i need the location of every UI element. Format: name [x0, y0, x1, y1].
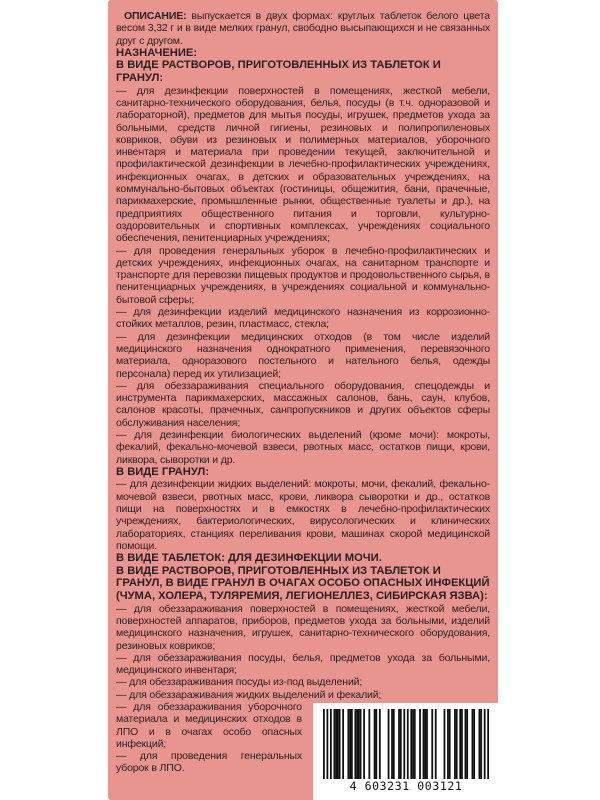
barcode-bar [414, 709, 416, 779]
barcode-bar [461, 709, 463, 779]
section4-item: — для обеззараживания поверхностей в помещениях, жесткой мебели, поверхностей аппаратов, приборов, предметов ухода за больными, изделий медицинского назначения, игрушек, санитарно-технического оборудования, резиновых ковриков; [116, 602, 490, 652]
description-label: ОПИСАНИЕ: [124, 10, 187, 22]
barcode-bar [435, 709, 437, 779]
barcode-bar [379, 709, 381, 779]
section4-short-item: — для обеззараживания уборочного материала и медицинских отходов в ЛПО и в очагах особо опасных инфекций; [116, 701, 302, 750]
barcode-bar [400, 709, 402, 779]
barcode-bar [424, 709, 426, 779]
barcode-bar [426, 709, 428, 779]
description-paragraph [116, 10, 490, 47]
barcode-bar [351, 709, 353, 779]
section4-heading: В ВИДЕ РАСТВОРОВ, ПРИГОТОВЛЕННЫХ ИЗ ТАБЛЕТОК И ГРАНУЛ, В ВИДЕ ГРАНУЛ В ОЧАГАХ ОСОБО ОПАСНЫХ ИНФЕКЦИЙ (ЧУМА, ХОЛЕРА, ТУЛЯРЕМИЯ, ЛЕГИОНЕЛЛЕЗ, СИБИРСКАЯ ЯЗВА): [116, 564, 490, 603]
barcode-bar [356, 709, 358, 779]
section4-item: — для обеззараживания посуды из-под выделений; [116, 676, 363, 689]
barcode-bar [472, 709, 474, 779]
barcode-bar [349, 709, 351, 779]
barcode [313, 703, 499, 800]
section1-item: — для обеззараживания специального оборудования, спецодежды и инструмента парикмахерских, массажных салонов, бань, саун, клубов, салонов красоты, прачечных, санпропускников и других объектов сферы обслуживания населения; [116, 379, 490, 429]
barcode-bar [333, 709, 335, 779]
section1-item: — для дезинфекции поверхностей в помещениях, жесткой мебели, санитарно-технического оборудования, белья, посуды (в т.ч. одноразовой и лабораторной), предметов для мытья посуды, игрушек, предметов ухода за больными, средств личной гигиены, резиновых и полипропиленовых ковриков, обуви из резиновых и полимерных материалов, уборочного инвентаря и материала при проведении текущей, заключительной и профилактической дезинфекции в лечебно-профилактических учреждениях, инфекционных очагах, в детских и образовательных учреждениях, на коммунально-бытовых объектах (гостиницы, общежития, бани, прачечные, парикмахерские, промышленные рынки, общественные туалеты и др.), на предприятиях общественного питания и торговли, культурно-оздоровительных и спортивных комплексах, учреждениях социального обеспечения, пенитенциарных учреждениях; [116, 84, 490, 245]
section4-item: — для обеззараживания жидких выделений и фекалий; [116, 688, 382, 701]
barcode-bar [363, 709, 365, 779]
barcode-bar [403, 709, 405, 779]
barcode-bar [335, 709, 337, 779]
barcode-bars [323, 709, 489, 779]
section3-heading: В ВИДЕ ТАБЛЕТОК: ДЛЯ ДЕЗИНФЕКЦИИ МОЧИ. [116, 552, 382, 565]
barcode-bar [374, 709, 376, 779]
barcode-bar [480, 709, 482, 779]
barcode-bar [419, 709, 421, 779]
barcode-bar [323, 709, 325, 779]
section2-heading: В ВИДЕ ГРАНУЛ: [116, 465, 209, 478]
barcode-bar [337, 709, 339, 779]
barcode-bar [487, 709, 489, 779]
barcode-bar [473, 709, 475, 779]
barcode-bar [330, 709, 332, 779]
barcode-bar [449, 709, 451, 779]
section1-item: — для проведения генеральных уборок в лечебно-профилактических и детских учреждениях, инфекционных очагах, на санитарном транспорте и транспорте для перевозки пищевых продуктов и продовольственного сырья, в пенитенциарных учреждениях, в учреждениях социальной и коммунально-бытовой сферы; [116, 244, 490, 306]
barcode-bar [358, 709, 360, 779]
barcode-bar [393, 709, 395, 779]
barcode-bar [407, 709, 409, 779]
barcode-bar [368, 709, 370, 779]
barcode-bar [391, 709, 393, 779]
description-text: выпускается в двух формах: круглых таблеток белого цвета весом 3,32 г и в виде мелких гранул, свободно высыпающихся и не связанных друг с другом. [116, 10, 490, 47]
barcode-bar [423, 709, 425, 779]
barcode-bar [375, 709, 377, 779]
purpose-heading: НАЗНАЧЕНИЕ: [116, 46, 198, 59]
label-text-block [116, 10, 490, 775]
barcode-bar [466, 709, 468, 779]
section4-item: — для обеззараживания посуды, белья, предметов ухода за больными, медицинского инвентаря; [116, 651, 490, 677]
barcode-bar [354, 709, 356, 779]
barcode-bar [454, 709, 456, 779]
barcode-bar [410, 709, 412, 779]
barcode-bar [444, 709, 446, 779]
section2-item: — для дезинфекции жидких выделений: мокроты, мочи, фекалий, фекально-мочевой взвеси, рвотных масс, крови, ликвора сыворотки и др., остатков пищи на поверхностях и в емкостях в лечебно-профилактических учреждениях, бактериологических, вирусологических и клинических лабораториях, станциях переливания крови, машинах скорой медицинской помощи. [116, 478, 490, 552]
barcode-bar [339, 709, 341, 779]
barcode-bar [342, 709, 344, 779]
section1-item: — для дезинфекции изделий медицинского назначения из коррозионно-стойких металлов, резин, пластмасс, стекла; [116, 306, 490, 331]
barcode-bar [431, 709, 433, 779]
section1-heading: В ВИДЕ РАСТВОРОВ, ПРИГОТОВЛЕННЫХ ИЗ ТАБЛЕТОК И ГРАНУЛ: [116, 59, 441, 85]
barcode-bar [447, 709, 449, 779]
barcode-bar [459, 709, 461, 779]
section1-item: — для дезинфекции медицинских отходов (в том числе изделий медицинского назначения однократного применения, перевязочного материала, одноразового постельного и нательного белья, одежды персонала) перед их утилизацией; [116, 330, 490, 380]
section4-short-item: — для проведения генеральных уборок в ЛПО. [116, 750, 302, 775]
barcode-bar [456, 709, 458, 779]
barcode-bar [326, 709, 328, 779]
barcode-bar [412, 709, 414, 779]
barcode-bar [347, 709, 349, 779]
barcode-bar [484, 709, 486, 779]
barcode-bar [465, 709, 467, 779]
barcode-bar [360, 709, 362, 779]
barcode-bar [479, 709, 481, 779]
barcode-bar [398, 709, 400, 779]
barcode-digits: 4 603231 003121 [349, 779, 463, 793]
barcode-bar [388, 709, 390, 779]
section1-item: — для дезинфекции биологических выделений (кроме мочи): мокроты, фекалий, фекально-мочевой взвеси, рвотных масс, остатков пищи, крови, ликвора, сыворотки и др. [116, 428, 490, 466]
